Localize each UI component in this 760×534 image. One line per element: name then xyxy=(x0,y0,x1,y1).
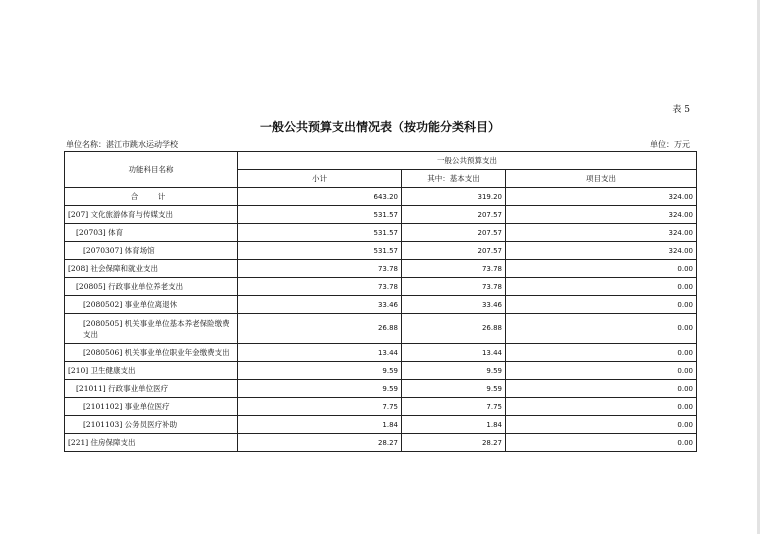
table-row xyxy=(65,206,697,224)
row-name: [21011] 行政事业单位医疗 xyxy=(65,380,238,398)
row-name: [210] 卫生健康支出 xyxy=(65,362,238,380)
row-subtotal: 1.84 xyxy=(238,416,402,434)
row-project: 324.00 xyxy=(506,206,697,224)
row-subtotal: 7.75 xyxy=(238,398,402,416)
table-row xyxy=(65,398,697,416)
row-name: [2070307] 体育场馆 xyxy=(65,242,238,260)
table-row xyxy=(65,242,697,260)
header-basic: 其中：基本支出 xyxy=(402,170,506,188)
header-subtotal: 小计 xyxy=(238,170,402,188)
row-basic: 26.88 xyxy=(402,314,506,344)
row-project: 0.00 xyxy=(506,398,697,416)
row-subtotal: 26.88 xyxy=(238,314,402,344)
row-project: 0.00 xyxy=(506,362,697,380)
row-subtotal: 33.46 xyxy=(238,296,402,314)
header-subject: 功能科目名称 xyxy=(65,152,238,188)
row-name: 合 计 xyxy=(65,188,238,206)
table-row xyxy=(65,434,697,452)
row-project: 0.00 xyxy=(506,314,697,344)
row-project: 324.00 xyxy=(506,188,697,206)
header-project: 项目支出 xyxy=(506,170,697,188)
row-subtotal: 9.59 xyxy=(238,380,402,398)
table-row xyxy=(65,278,697,296)
row-project: 0.00 xyxy=(506,416,697,434)
row-basic: 13.44 xyxy=(402,344,506,362)
row-name: [20805] 行政事业单位养老支出 xyxy=(65,278,238,296)
row-subtotal: 531.57 xyxy=(238,224,402,242)
row-name: [207] 文化旅游体育与传媒支出 xyxy=(65,206,238,224)
row-name: [2080505] 机关事业单位基本养老保险缴费支出 xyxy=(65,314,238,344)
row-project: 0.00 xyxy=(506,434,697,452)
row-subtotal: 9.59 xyxy=(238,362,402,380)
row-subtotal: 643.20 xyxy=(238,188,402,206)
row-name: [2101103] 公务员医疗补助 xyxy=(65,416,238,434)
page-title: 一般公共预算支出情况表（按功能分类科目） xyxy=(259,120,500,134)
row-basic: 319.20 xyxy=(402,188,506,206)
row-project: 324.00 xyxy=(506,224,697,242)
row-name: [2101102] 事业单位医疗 xyxy=(65,398,238,416)
row-name: [20703] 体育 xyxy=(65,224,238,242)
row-project: 0.00 xyxy=(506,278,697,296)
row-subtotal: 531.57 xyxy=(238,242,402,260)
row-subtotal: 13.44 xyxy=(238,344,402,362)
unit-name: 单位名称：湛江市跳水运动学校 xyxy=(66,140,178,149)
row-name: [221] 住房保障支出 xyxy=(65,434,238,452)
row-project: 0.00 xyxy=(506,260,697,278)
row-basic: 7.75 xyxy=(402,398,506,416)
row-name: [208] 社会保障和就业支出 xyxy=(65,260,238,278)
table-row xyxy=(65,188,697,206)
budget-table xyxy=(64,151,697,452)
row-subtotal: 73.78 xyxy=(238,278,402,296)
row-project: 0.00 xyxy=(506,344,697,362)
row-subtotal: 73.78 xyxy=(238,260,402,278)
row-basic: 33.46 xyxy=(402,296,506,314)
row-name: [2080506] 机关事业单位职业年金缴费支出 xyxy=(65,344,238,362)
row-project: 324.00 xyxy=(506,242,697,260)
row-basic: 9.59 xyxy=(402,380,506,398)
table-row xyxy=(65,380,697,398)
row-subtotal: 28.27 xyxy=(238,434,402,452)
table-row xyxy=(65,296,697,314)
row-basic: 73.78 xyxy=(402,260,506,278)
row-basic: 207.57 xyxy=(402,206,506,224)
row-project: 0.00 xyxy=(506,296,697,314)
table-row xyxy=(65,224,697,242)
row-name: [2080502] 事业单位离退休 xyxy=(65,296,238,314)
row-basic: 9.59 xyxy=(402,362,506,380)
row-subtotal: 531.57 xyxy=(238,206,402,224)
unit-label: 单位：万元 xyxy=(650,140,690,149)
row-basic: 28.27 xyxy=(402,434,506,452)
table-number: 表 5 xyxy=(672,105,690,115)
row-basic: 1.84 xyxy=(402,416,506,434)
table-row xyxy=(65,416,697,434)
table-row xyxy=(65,362,697,380)
row-basic: 73.78 xyxy=(402,278,506,296)
row-basic: 207.57 xyxy=(402,224,506,242)
table-row xyxy=(65,314,697,344)
table-row xyxy=(65,260,697,278)
header-group: 一般公共预算支出 xyxy=(238,152,697,170)
row-project: 0.00 xyxy=(506,380,697,398)
table-row xyxy=(65,344,697,362)
row-basic: 207.57 xyxy=(402,242,506,260)
